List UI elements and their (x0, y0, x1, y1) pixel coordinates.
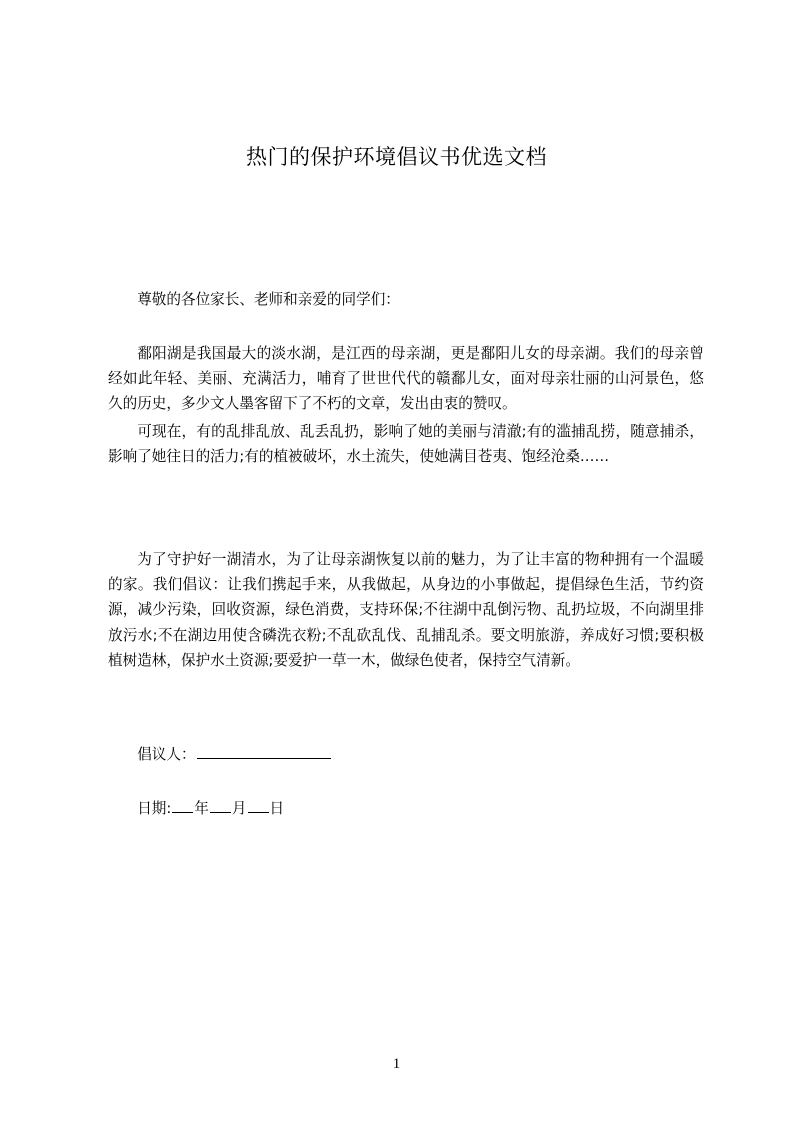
date-year-label: 年 (194, 800, 209, 817)
signer-blank (197, 742, 331, 759)
paragraph-1: 鄱阳湖是我国最大的淡水湖，是江西的母亲湖，更是鄱阳儿女的母亲湖。我们的母亲曾经如此年轻、美丽、充满活力，哺育了世世代代的赣鄱儿女，面对母亲壮丽的山河景色，悠久的历史，多少文人墨客留下了不朽的文章，发出由衷的赞叹。 (108, 345, 704, 413)
date-label: 日期: (137, 800, 172, 817)
year-blank (172, 796, 193, 813)
date-line (108, 796, 284, 821)
document-title: 热门的保护环境倡议书优选文档 (246, 145, 547, 169)
page-number: 1 (392, 1056, 401, 1072)
paragraph-3: 为了守护好一湖清水，为了让母亲湖恢复以前的魅力，为了让丰富的物种拥有一个温暖的家。我们倡议：让我们携起手来，从我做起，从身边的小事做起，提倡绿色生活，节约资源，减少污染，回收资源，绿色消费，支持环保;不往湖中乱倒污物、乱扔垃圾，不向湖里排放污水;不在湖边用使含磷洗衣粉;不乱砍乱伐、乱捕乱杀。要文明旅游，养成好习惯;要积极植树造林，保护水土资源;要爱护一草一木，做绿色使者，保持空气清新。 (108, 551, 704, 669)
month-blank (210, 796, 231, 813)
signer-label: 倡议人： (137, 746, 196, 763)
paragraph-2: 可现在，有的乱排乱放、乱丢乱扔，影响了她的美丽与清澈;有的滥捕乱捞，随意捕杀，影响了她往日的活力;有的植被破坏，水土流失，使她满目苍夷、饱经沧桑…… (108, 423, 704, 466)
day-blank (248, 796, 269, 813)
date-month-label: 月 (231, 800, 247, 817)
signer-line (108, 742, 332, 767)
date-day-label: 日 (269, 800, 285, 817)
salutation: 尊敬的各位家长、老师和亲爱的同学们： (137, 291, 400, 308)
